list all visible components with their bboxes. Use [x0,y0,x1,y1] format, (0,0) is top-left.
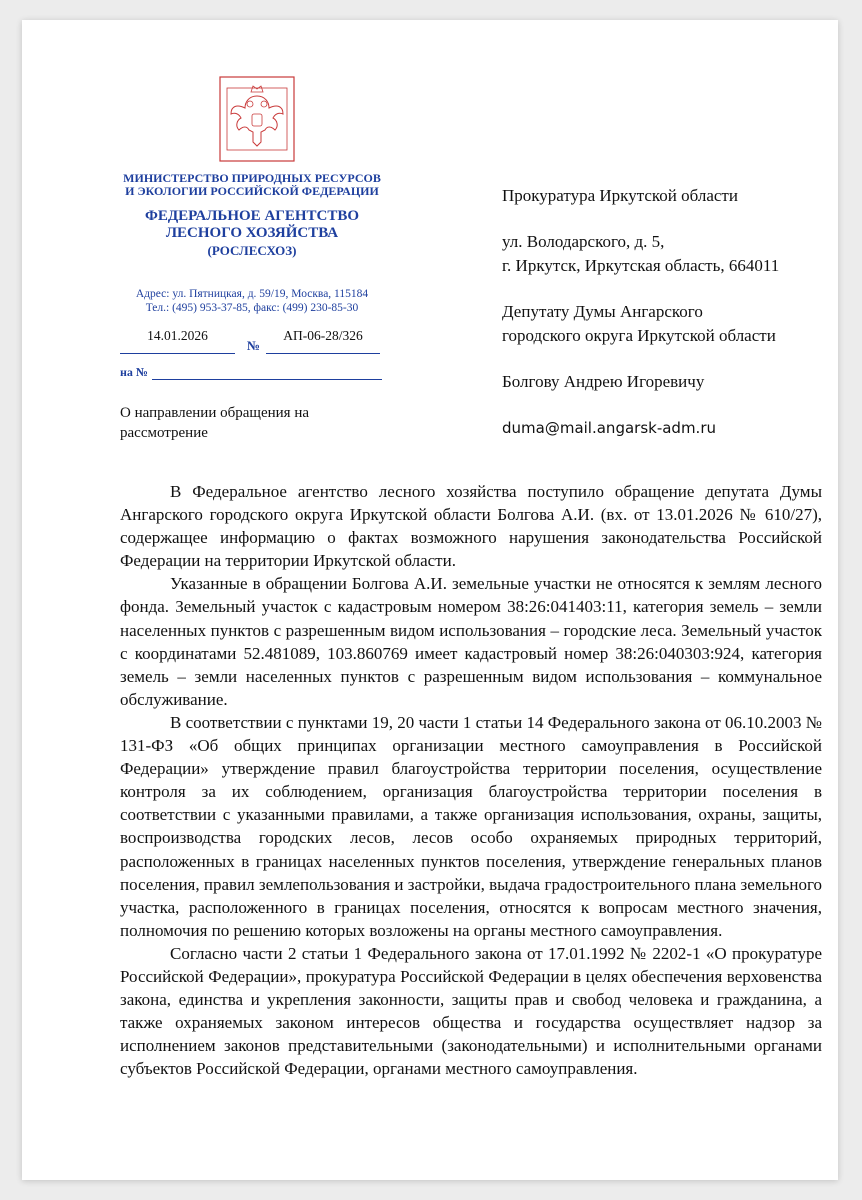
body-paragraph: Согласно части 2 статьи 1 Федерального закона от 17.01.1992 № 2202-1 «О прокуратуре Российской Федерации», прокуратура Российской Федерации в целях обеспечения верховенства закона, единства и укрепления законности, защиты прав и свобод человека и гражданина, а также охраняемых законом интересов общества и государства осуществляет надзор за исполнением законов представительными (законодательными) и исполнительными органами субъектов Российской Федерации, органами местного самоуправления. [120,943,822,1079]
body-paragraph: Указанные в обращении Болгова А.И. земельные участки не относятся к землям лесного фонда. Земельный участок с кадастровым номером 38:26:041403:11, категория земель – земли населенных пунктов с разрешенным видом использования – городские леса. Земельный участок с координатами 52.481089, 103.860769 имеет кадастровый номер 38:26:040303:924, категория земель – земли населенных пунктов с разрешенным видом использования – коммунальное обслуживание. [120,574,822,709]
number-underline [266,353,380,354]
letter-subject [120,403,380,443]
agency-name [92,208,412,259]
recipient-email: duma@mail.angarsk-adm.ru [502,419,716,437]
letterhead-address [92,287,412,315]
letter-date: 14.01.2026 [147,328,208,343]
subject-line: рассмотрение [120,425,208,441]
agency-abbreviation: (РОСЛЕСХОЗ) [207,243,297,258]
addressee-street: ул. Володарского, д. 5, [502,232,665,251]
recipient-name: Болгову Андрею Игоревичу [502,372,705,391]
addressee-city: г. Иркутск, Иркутская область, 664011 [502,256,780,275]
document-page [22,20,838,1180]
number-sign: № [247,338,261,353]
addressee-block [502,184,842,440]
body-paragraph: В Федеральное агентство лесного хозяйства поступило обращение депутата Думы Ангарского городского округа Иркутской области Болгова А.И. (вх. от 13.01.2026 № 610/27), содержащее информацию о фактах возможного нарушения законодательства Российской Федерации на территории Иркутской области. [120,482,822,571]
agency-line: ФЕДЕРАЛЬНОЕ АГЕНТСТВО [144,208,360,224]
address-line: Адрес: ул. Пятницкая, д. 59/19, Москва, 115184 [135,288,369,300]
recipient-title: городского округа Иркутской области [502,326,776,345]
ministry-line: И ЭКОЛОГИИ РОССИЙСКОЙ ФЕДЕРАЦИИ [125,184,379,198]
letter-body [120,480,822,1080]
in-reply-label: на № [120,365,148,379]
subject-line: О направлении обращения на [120,405,310,421]
ministry-line: МИНИСТЕРСТВО ПРИРОДНЫХ РЕСУРСОВ [123,171,381,185]
addressee-org: Прокуратура Иркутской области [502,186,738,205]
agency-line: ЛЕСНОГО ХОЗЯЙСТВА [165,225,339,241]
in-reply-underline [152,379,382,380]
phone-line: Тел.: (495) 953-37-85, факс: (499) 230-85-30 [145,302,359,314]
letter-number: АП-06-28/326 [283,328,363,343]
ministry-name [92,172,412,198]
recipient-title: Депутату Думы Ангарского [502,302,703,321]
state-emblem-icon [219,76,295,162]
body-paragraph: В соответствии с пунктами 19, 20 части 1 статьи 14 Федерального закона от 06.10.2003 № 131-ФЗ «Об общих принципах организации местного самоуправления в Российской Федерации» утверждение правил благоустройства территории поселения, осуществление контроля за их соблюдением, организация благоустройства территории поселения в соответствии с указанными правилами, а также организация использования, охраны, защиты, воспроизводства городских лесов, лесов особо охраняемых природных территорий, расположенных в границах населенных пунктов поселения, утверждение генеральных планов поселения, правил землепользования и застройки, выдача градостроительного плана земельного участка, расположенного в границах поселения, относятся к вопросам местного значения, полномочия по решению которых возложены на органы местного самоуправления. [120,712,822,940]
date-underline [120,353,235,354]
